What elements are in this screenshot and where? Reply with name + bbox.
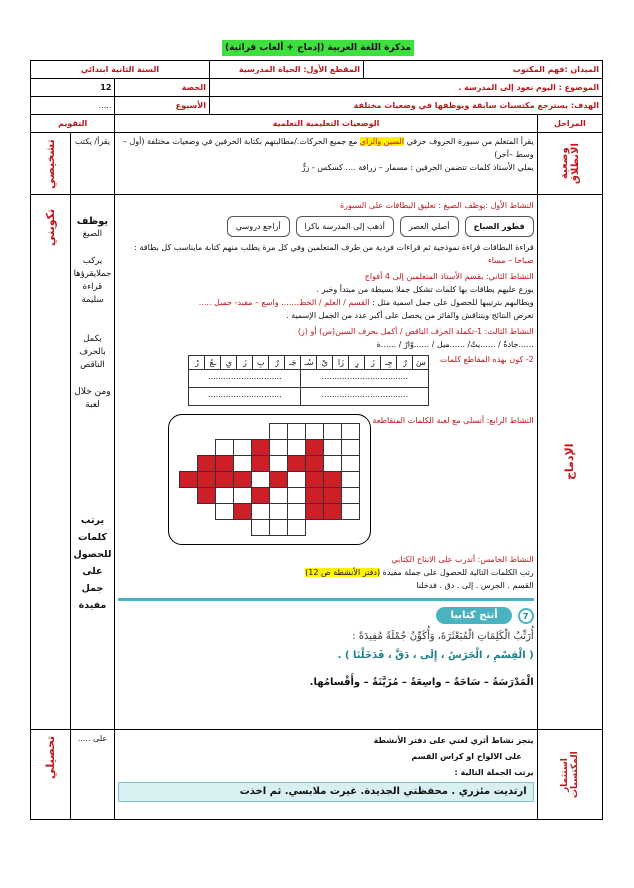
book-reference: (دفتر الأنشطة ص 12): [305, 568, 381, 577]
book-banner: أنتج كتابيا: [436, 607, 511, 624]
exercise-number: 7: [518, 608, 534, 624]
syllable-cell: سُـ: [301, 356, 317, 370]
topic-cell: الموضوع : اليوم نعود إلى المدرسة .: [209, 79, 602, 97]
syllable-cell: رٌ: [397, 356, 413, 370]
consolidation-content: ينجز نشاط أثري لغتي على دفتر الأنشطة على الالواح او كراس القسم يرتب الجملة التالية : ارتديت مئزري . محفظتي الجديدة. غيرت ملابسي. ثم اخذت: [115, 730, 537, 820]
sentence-box: ارتديت مئزري . محفظتي الجديدة. غيرت ملابسي. ثم اخذت: [118, 782, 533, 802]
col-situations: الوضعيات التعليمية التعلمية: [115, 115, 537, 133]
letters-highlight: السين والزاي: [359, 137, 405, 146]
syllable-cell: يِ: [221, 356, 237, 370]
unit-cell: المقطع الأول: الحياة المدرسية: [209, 61, 363, 79]
integration-stage: الإدماج: [537, 195, 602, 730]
book-excerpt: 7 أنتج كتابيا أُرَتِّبُ الْكَلِمَاتِ الْمُبَعْثَرَةَ، وَأُكَوِّنُ جُمْلَةً مُفِيدَةً : ( الْقِسْمِ ، الْجَرَسُ ، إِلَى ، دَقَّ ، فَدَخَلْنَا ) . الْمَدْرَسَةُ – سَاحَةٌ – واسِعَةٌ – مُزَيَّنَةٌ – وأَقْسامُها.: [118, 598, 533, 689]
card: أصلي العصر: [400, 216, 459, 237]
syllable-cell: سَ: [413, 356, 429, 370]
syllable-grid: سَ رٌ جِـ زَ رِ زَا يْ سُـ جَـ رٌ بِ زَ يِ ـعُ رْ .................................. ............................. .................................. .............................: [188, 355, 429, 406]
lesson-table: [30, 60, 603, 820]
card: فطور الصباح: [465, 216, 534, 237]
syllable-cell: زَا: [333, 356, 349, 370]
session-label: الحصة: [115, 79, 210, 97]
consolidation-stage: استثمار المكتسبات: [537, 730, 602, 820]
week-value: .....: [31, 97, 115, 115]
launch-eval: يقرأ/ يكتب: [70, 133, 115, 195]
syllable-cell: بِ: [253, 356, 269, 370]
integration-content: النشاط الأول :يوظف الصيغ : تعليق البطاقات على السبورة فطور الصباح أصلي العصر أذهب إلى المدرسة باكرا أراجع دروسي قراءة البطاقات قراءة نموذجية ثم قراءات فردية من طرف المتعلمين وفي كل مرة يطلب منهم كتابة مايناسب كل بطاقة : صباحا – مساء النشاط الثاني: يقسم الأستاذ المتعلمين إلى 4 أفواج يوزع عليهم بطاقات بها كلمات تشكل جملا بسيطة من مبتدأ وخبر . ويطالبهم بترتيبها للحصول على جمل اسمية مثل : القسم / العلم / الخط....... واسع – مفيد- جميل ..... تعرض النتائج ويتناقش والفائز من يحصل على أكبر عدد من الجمل الإسمية . النشاط الثالث: 1-تكملة الحرف الناقص / أكمل بحرف السين(س) أو (ز) ......جادةٌ / ......يتٌ/ ......ميل / ......وّارٌ / ......ة 2- كون بهذه المقاطع كلمات سَ رٌ جِـ زَ رِ زَا يْ سُـ جَـ رٌ بِ زَ يِ ـعُ رْ .................................. ............................. .................................. ............................. النشاط الرابع: أتسلى مع لعبة الكلمات المتقاطعة النشاط الخامس: أتدرب على الانتاج الكتابي رتب الكلمات التالية للحصول على جملة مفيدة (دفتر الأنشطة ص 12) القسم . الجرس . إلى . دق . فدخلنا 7 أنتج كتابيا أُرَتِّبُ الْكَلِمَاتِ الْمُبَعْثَرَةَ، وَأُكَوِّنُ جُمْلَةً مُفِيدَةً : ( الْقِسْمِ ، الْجَرَسُ ، إِلَى ، دَقَّ ، فَدَخَلْنَا ) . الْمَدْرَسَةُ – سَاحَةٌ – واسِعَةٌ – مُزَيَّنَةٌ – وأَقْسامُها.: [115, 195, 537, 730]
integration-eval-type: تكويني: [31, 195, 71, 730]
syllable-cell: جَـ: [285, 356, 301, 370]
cards-row: [118, 216, 533, 237]
goal-cell: الهدف: يسترجع مكتسبات سابقة ويوظفها في وضعيات مختلفة: [209, 97, 602, 115]
field-cell: الميدان :فهم المكتوب: [364, 61, 603, 79]
crossword-grid: [179, 423, 360, 536]
col-stages: المراحل: [537, 115, 602, 133]
crossword-frame: [168, 414, 371, 545]
syllable-cell: جِـ: [381, 356, 397, 370]
col-evaluation: التقويم: [31, 115, 115, 133]
launch-eval-type: تشخيصي: [31, 133, 71, 195]
integration-eval: يوظف الصيغ يركب جملايقرؤها قراءة سليمة يكمل بالحرف الناقص ومن خلال لعبة يرتب كلمات للحصول على جمل مفيدة: [70, 195, 115, 730]
syllable-cell: زَ: [365, 356, 381, 370]
syllable-cell: زَ: [237, 356, 253, 370]
syllable-cell: رْ: [189, 356, 205, 370]
launch-stage: وضعية الانطلاق: [537, 133, 602, 195]
card: أراجع دروسي: [227, 216, 290, 237]
level-cell: السنة الثانية ابتدائي: [31, 61, 210, 79]
syllable-cell: رِ: [349, 356, 365, 370]
consolidation-eval-type: تحصيلي: [31, 730, 71, 820]
card: أذهب إلى المدرسة باكرا: [296, 216, 394, 237]
syllable-cell: يْ: [317, 356, 333, 370]
session-value: 12: [31, 79, 115, 97]
launch-content: يقرأ المتعلم من سبورة الحروف حرفي السين والزاي مع جميع الحركات./مطالبتهم بكتابة الحرفين في وضعيات مختلفة (أول –وسط –آخر) يملي الأستاذ كلمات تتضمن الحرفين : مسمار – زرافة .... كسكس - زرٌّ: [115, 133, 537, 195]
syllable-cell: ـعُ: [205, 356, 221, 370]
consolidation-eval: على .....: [70, 730, 115, 820]
syllable-cell: رٌ: [269, 356, 285, 370]
week-label: الأسبوع: [115, 97, 210, 115]
page-title: مذكرة اللغة العربية (إدماج + ألعاب قرائية): [222, 40, 414, 56]
